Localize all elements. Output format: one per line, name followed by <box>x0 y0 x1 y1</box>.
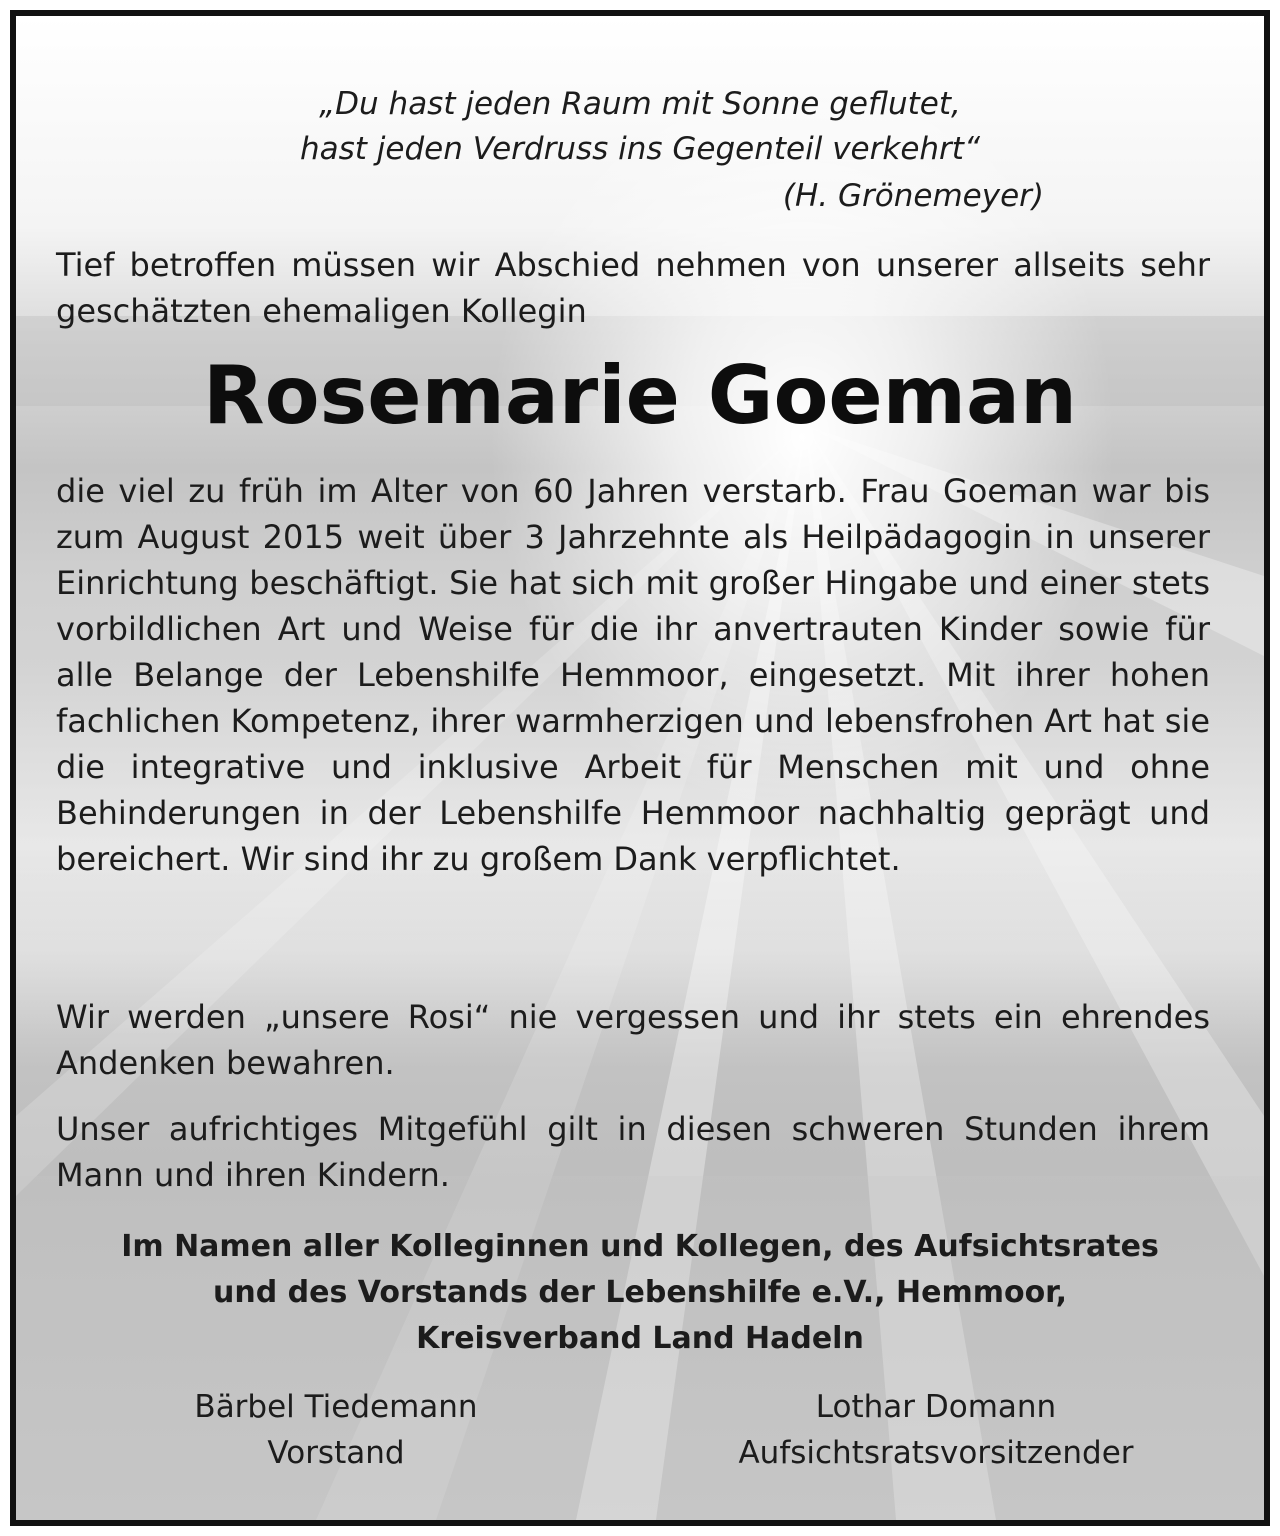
signatory-right <box>706 1384 1166 1476</box>
quote-author: (H. Grönemeyer) <box>782 178 1044 214</box>
signatory-name: Bärbel Tiedemann <box>194 1389 478 1425</box>
signatory-name: Lothar Domann <box>815 1389 1057 1425</box>
sign-off-line-1: Im Namen aller Kolleginnen und Kollegen, des Aufsichtsrates <box>121 1229 1159 1264</box>
sign-off <box>16 1224 1264 1362</box>
sign-off-line-3: Kreisverband Land Hadeln <box>416 1321 864 1356</box>
sympathy-paragraph: Unser aufrichtiges Mitgefühl gilt in diesen schweren Stunden ihrem Mann und ihren Kindern. <box>56 1110 1210 1194</box>
deceased-name: Rosemarie Goeman <box>203 349 1077 442</box>
remembrance-paragraph: Wir werden „unsere Rosi“ nie vergessen und ihr stets ein ehrendes Andenken bewahren. <box>56 998 1210 1082</box>
main-paragraph: die viel zu früh im Alter von 60 Jahren verstarb. Frau Goeman war bis zum August 2015 weit über 3 Jahrzehnte als Heilpädagogin in unserer Einrichtung beschäftigt. Sie hat sich mit großer Hingabe und einer stets vorbildlichen Art und Weise für die ihr anvertrauten Kinder sowie für alle Belange der Lebenshilfe Hemmoor, eingesetzt. Mit ihrer hohen fachlichen Kompetenz, ihrer warmherzigen und lebensfrohen Art hat sie die integrative und inklusive Arbeit für Menschen mit und ohne Behinderungen in der Lebenshilfe Hemmoor nachhaltig geprägt und bereichert. Wir sind ihr zu großem Dank verpflichtet. <box>56 472 1210 878</box>
signatory-role: Vorstand <box>267 1435 405 1471</box>
signatory-role: Aufsichtsratsvorsitzender <box>738 1435 1134 1471</box>
obituary-content <box>16 16 1264 1520</box>
quote <box>16 82 1264 172</box>
signatory-left <box>146 1384 526 1476</box>
obituary-frame <box>10 10 1270 1526</box>
quote-line-1: „Du hast jeden Raum mit Sonne geflutet, <box>319 86 961 122</box>
sign-off-line-2: und des Vorstands der Lebenshilfe e.V., Hemmoor, <box>213 1275 1067 1310</box>
intro-paragraph: Tief betroffen müssen wir Abschied nehmen von unserer allseits sehr geschätzten ehemaligen Kollegin <box>56 246 1210 330</box>
quote-line-2: hast jeden Verdruss ins Gegenteil verkehrt“ <box>299 131 981 167</box>
